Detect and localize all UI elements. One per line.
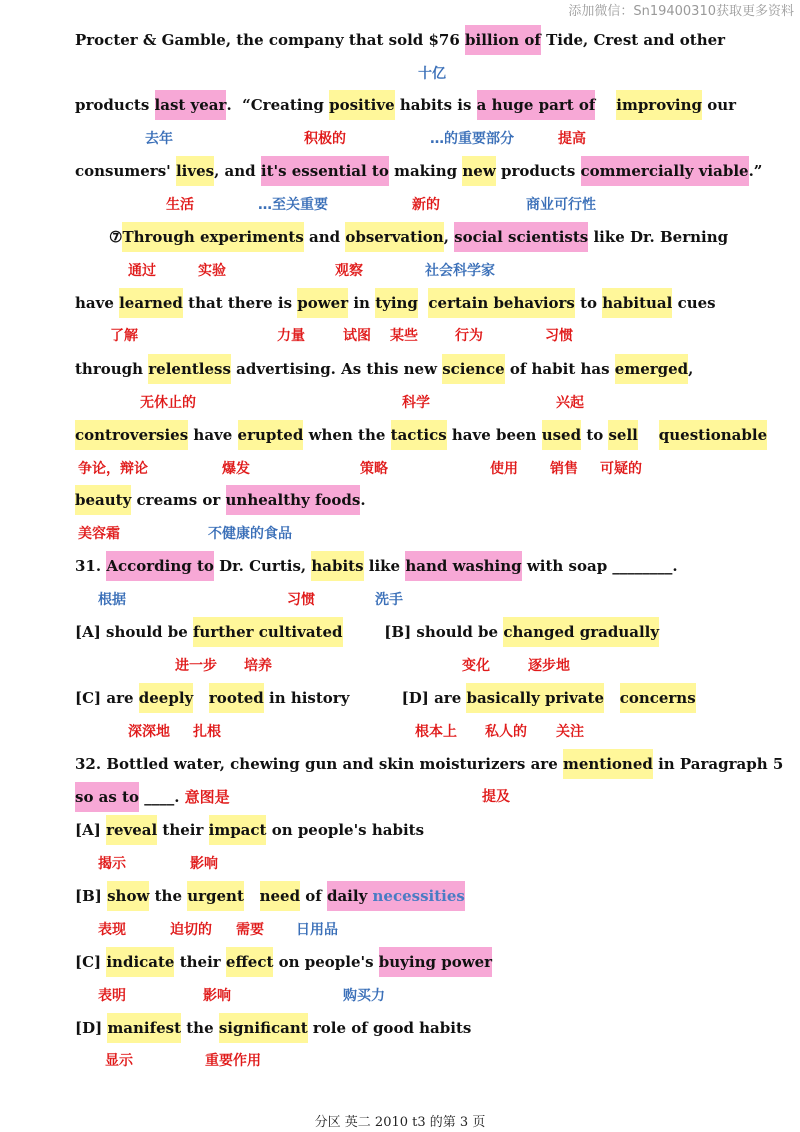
text-line	[0, 551, 800, 581]
text-segment: in Paragraph 5	[652, 755, 784, 773]
chinese-gloss: 重要作用	[205, 1053, 261, 1069]
chinese-gloss: 某些	[390, 328, 418, 344]
highlighted-phrase: According to	[106, 551, 214, 581]
text-segment	[244, 881, 260, 911]
text-segment	[193, 683, 209, 713]
text-segment: in	[348, 294, 376, 312]
text-line	[0, 617, 800, 647]
highlighted-phrase: further cultivated	[193, 617, 343, 647]
text-segment: [A] should be	[75, 623, 193, 641]
highlighted-phrase: daily	[327, 881, 373, 911]
chinese-gloss: 观察	[335, 263, 363, 279]
highlighted-phrase: so as to	[75, 782, 139, 812]
text-segment: in history [D] are	[263, 689, 467, 707]
highlighted-phrase: need	[260, 881, 300, 911]
text-segment: to	[574, 294, 603, 312]
highlighted-phrase: tying	[375, 288, 418, 318]
text-segment: when the	[303, 426, 391, 444]
chinese-gloss: 实验	[198, 263, 226, 279]
text-segment: ,	[443, 228, 455, 246]
text-segment: the	[181, 1019, 219, 1037]
text-line	[0, 881, 800, 911]
text-segment: 31.	[75, 557, 107, 575]
highlighted-phrase: a huge part of	[477, 90, 596, 120]
text-line	[0, 354, 800, 384]
gloss-line	[0, 920, 800, 940]
highlighted-phrase: impact	[209, 815, 267, 845]
text-segment: consumers'	[75, 162, 176, 180]
text-segment: their	[174, 953, 226, 971]
highlighted-phrase: science	[442, 354, 504, 384]
chinese-gloss: 根本上	[415, 724, 457, 740]
highlighted-phrase: sell	[608, 420, 637, 450]
chinese-gloss: 争论，辩论	[78, 461, 148, 477]
text-segment: have	[188, 426, 238, 444]
gloss-line	[0, 393, 800, 413]
text-segment: .	[360, 491, 366, 509]
text-line	[0, 815, 800, 845]
gloss-line	[0, 787, 800, 807]
chinese-gloss: 无休止的	[140, 395, 196, 411]
chinese-gloss: 兴起	[556, 395, 584, 411]
chinese-gloss: 提及	[482, 789, 510, 805]
chinese-gloss: 变化	[462, 658, 490, 674]
highlighted-phrase: power	[297, 288, 348, 318]
text-segment	[604, 683, 620, 713]
text-segment: Dr. Curtis,	[213, 557, 312, 575]
text-segment	[638, 420, 659, 450]
highlighted-phrase: basically private	[466, 683, 604, 713]
gloss-line	[0, 459, 800, 479]
text-segment: like	[363, 557, 406, 575]
text-line	[0, 947, 800, 977]
highlighted-phrase: mentioned	[563, 749, 653, 779]
chinese-gloss: 试图	[343, 328, 371, 344]
chinese-gloss: …的重要部分	[430, 131, 514, 147]
chinese-gloss: 爆发	[222, 461, 250, 477]
gloss-line	[0, 129, 800, 149]
chinese-gloss: 习惯	[545, 328, 573, 344]
watermark: 添加微信：Sn19400310获取更多资料	[568, 4, 794, 19]
highlighted-phrase: habits	[311, 551, 363, 581]
highlighted-phrase: buying power	[379, 947, 492, 977]
text-segment: of	[300, 887, 327, 905]
highlighted-phrase: habitual	[602, 288, 672, 318]
text-segment: 32. Bottled water, chewing gun and skin moisturizers are	[75, 755, 563, 773]
text-segment: of habit has	[504, 360, 615, 378]
text-line	[0, 156, 800, 186]
chinese-gloss: 需要	[236, 922, 264, 938]
text-line	[0, 749, 800, 779]
highlighted-phrase: significant	[219, 1013, 308, 1043]
text-line	[0, 1013, 800, 1043]
text-segment: ____.	[139, 788, 185, 806]
gloss-line	[0, 986, 800, 1006]
gloss-line	[0, 656, 800, 676]
highlighted-phrase: unhealthy foods	[226, 485, 361, 515]
text-segment: Tide, Crest and other	[540, 31, 726, 49]
highlighted-phrase: relentless	[148, 354, 231, 384]
highlighted-phrase: certain behaviors	[428, 288, 574, 318]
highlighted-phrase: changed gradually	[503, 617, 659, 647]
highlighted-phrase: erupted	[238, 420, 304, 450]
highlighted-phrase: learned	[119, 288, 183, 318]
text-segment: ,	[688, 360, 694, 378]
chinese-gloss: 培养	[244, 658, 272, 674]
text-segment: [A]	[75, 821, 107, 839]
text-segment: their	[157, 821, 209, 839]
highlighted-phrase: emerged	[615, 354, 688, 384]
chinese-gloss: 可疑的	[600, 461, 642, 477]
chinese-gloss: 深深地	[128, 724, 170, 740]
gloss-line	[0, 590, 800, 610]
highlighted-phrase: effect	[226, 947, 273, 977]
chinese-gloss: 日用品	[296, 922, 338, 938]
text-segment: [D]	[75, 1019, 108, 1037]
text-segment: have been	[446, 426, 542, 444]
text-segment: and	[303, 228, 346, 246]
text-line	[0, 420, 800, 450]
chinese-gloss: 影响	[190, 856, 218, 872]
highlighted-phrase: used	[542, 420, 581, 450]
text-segment: [B]	[75, 887, 108, 905]
text-segment: with soap ________.	[521, 557, 678, 575]
chinese-gloss: 洗手	[375, 592, 403, 608]
text-segment: , and	[214, 162, 261, 180]
chinese-gloss: 十亿	[418, 66, 446, 82]
text-segment: like Dr. Berning	[588, 228, 729, 246]
text-segment: Procter & Gamble, the company that sold $76	[75, 31, 466, 49]
text-line	[0, 288, 800, 318]
highlighted-phrase: necessities	[373, 881, 465, 911]
gloss-line	[0, 326, 800, 346]
highlighted-phrase: billion of	[465, 25, 541, 55]
chinese-gloss: 影响	[203, 988, 231, 1004]
chinese-gloss: 逐步地	[528, 658, 570, 674]
text-line	[0, 90, 800, 120]
chinese-gloss: 去年	[145, 131, 173, 147]
chinese-gloss: 商业可行性	[526, 197, 596, 213]
chinese-gloss: 通过	[128, 263, 156, 279]
text-segment: to	[581, 426, 609, 444]
highlighted-phrase: rooted	[209, 683, 264, 713]
chinese-gloss: 生活	[166, 197, 194, 213]
text-segment: [C]	[75, 953, 107, 971]
chinese-gloss: 扎根	[193, 724, 221, 740]
text-line	[0, 485, 800, 515]
text-segment: [C] are	[75, 689, 139, 707]
highlighted-phrase: questionable	[659, 420, 767, 450]
text-line	[0, 25, 800, 55]
chinese-gloss: 积极的	[304, 131, 346, 147]
text-line	[0, 222, 800, 252]
chinese-gloss: 策略	[360, 461, 388, 477]
highlighted-phrase: new	[462, 156, 495, 186]
highlighted-phrase: last year	[155, 90, 227, 120]
highlighted-phrase: observation	[345, 222, 443, 252]
highlighted-phrase: it's essential to	[261, 156, 389, 186]
gloss-line	[0, 195, 800, 215]
text-segment: our	[702, 96, 737, 114]
highlighted-phrase: positive	[329, 90, 395, 120]
text-segment: products	[75, 96, 155, 114]
gloss-line	[0, 524, 800, 544]
gloss-line	[0, 722, 800, 742]
chinese-gloss: 使用	[490, 461, 518, 477]
chinese-gloss: 美容霜	[78, 526, 120, 542]
highlighted-phrase: reveal	[106, 815, 157, 845]
text-segment: the	[149, 887, 188, 905]
chinese-gloss: 购买力	[343, 988, 385, 1004]
text-segment: cues	[672, 294, 716, 312]
chinese-gloss: 社会科学家	[425, 263, 495, 279]
text-segment: ⑦	[109, 228, 123, 246]
text-segment: habits is	[394, 96, 477, 114]
highlighted-phrase: urgent	[187, 881, 244, 911]
text-segment: through	[75, 360, 149, 378]
text-segment: advertising. As this new	[230, 360, 443, 378]
gloss-line	[0, 854, 800, 874]
highlighted-phrase: controversies	[75, 420, 188, 450]
highlighted-phrase: show	[107, 881, 149, 911]
highlighted-phrase: commercially viable	[581, 156, 749, 186]
chinese-gloss: 新的	[412, 197, 440, 213]
chinese-gloss: 进一步	[175, 658, 217, 674]
chinese-gloss: 提高	[558, 131, 586, 147]
text-segment	[595, 90, 616, 120]
highlighted-phrase: concerns	[620, 683, 696, 713]
page-footer: 分区 英二 2010 t3 的第 3 页	[314, 1115, 486, 1130]
highlighted-phrase: hand washing	[405, 551, 521, 581]
text-segment: that there is	[182, 294, 298, 312]
chinese-gloss: 关注	[556, 724, 584, 740]
chinese-gloss: 行为	[455, 328, 483, 344]
chinese-gloss: 了解	[110, 328, 138, 344]
chinese-gloss: 私人的	[485, 724, 527, 740]
chinese-gloss: 迫切的	[170, 922, 212, 938]
text-segment: creams or	[131, 491, 226, 509]
highlighted-phrase: indicate	[106, 947, 174, 977]
text-segment: products	[495, 162, 581, 180]
text-segment: [B] should be	[342, 623, 504, 641]
highlighted-phrase: lives	[176, 156, 214, 186]
text-segment: have	[75, 294, 120, 312]
highlighted-phrase: social scientists	[454, 222, 588, 252]
chinese-gloss: 科学	[402, 395, 430, 411]
text-segment: making	[388, 162, 463, 180]
chinese-gloss: 不健康的食品	[208, 526, 292, 542]
text-segment: role of good habits	[307, 1019, 472, 1037]
gloss-line	[0, 64, 800, 84]
text-segment	[418, 288, 428, 318]
highlighted-phrase: manifest	[107, 1013, 181, 1043]
chinese-gloss: 揭示	[98, 856, 126, 872]
chinese-gloss: …至关重要	[258, 197, 328, 213]
text-segment: . “Creating	[226, 96, 330, 114]
chinese-gloss: 习惯	[287, 592, 315, 608]
text-segment: .”	[748, 162, 763, 180]
text-line	[0, 683, 800, 713]
highlighted-phrase: improving	[616, 90, 702, 120]
chinese-gloss: 力量	[277, 328, 305, 344]
chinese-gloss: 表现	[98, 922, 126, 938]
highlighted-phrase: beauty	[75, 485, 131, 515]
gloss-line	[0, 261, 800, 281]
chinese-gloss: 显示	[105, 1053, 133, 1069]
chinese-gloss: 销售	[550, 461, 578, 477]
chinese-gloss: 根据	[98, 592, 126, 608]
text-segment: on people's	[273, 953, 379, 971]
highlighted-phrase: Through experiments	[122, 222, 303, 252]
text-segment: on people's habits	[266, 821, 425, 839]
highlighted-phrase: tactics	[391, 420, 447, 450]
highlighted-phrase: deeply	[139, 683, 193, 713]
gloss-line	[0, 1051, 800, 1071]
chinese-gloss: 表明	[98, 988, 126, 1004]
text-segment: 意图是	[184, 788, 230, 806]
